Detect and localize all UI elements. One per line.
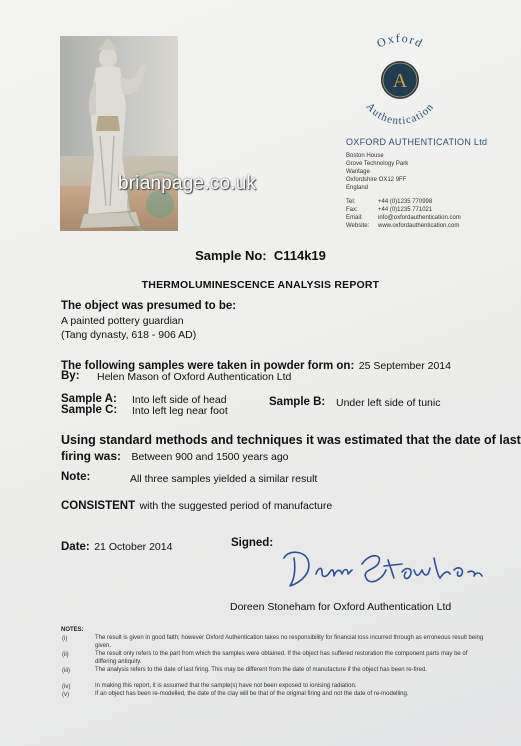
contact-label: Fax: (346, 207, 358, 213)
note-number: (iv) (62, 684, 71, 690)
conclusion-keyword: CONSISTENT (61, 500, 136, 512)
svg-text:Authentication (363, 101, 436, 127)
note-text: If an object has been re-modelled, the date of the clay will be that of the original firing and not the date of re-modelling. (95, 691, 409, 697)
estimate-result-value: Between 900 and 1500 years ago (131, 451, 289, 463)
logo-top-text: Oxford (374, 30, 426, 51)
date-label: Date: (61, 541, 90, 553)
samples-taken-date: 25 September 2014 (358, 360, 451, 372)
note-text: The analysis refers to the date of last firing. This may be different from the date of manufacture if the object has been re-fired. (95, 667, 427, 673)
sample-c-label: Sample C: (61, 404, 118, 416)
photo-stamp-icon (60, 36, 178, 231)
by-value: Helen Mason of Oxford Authentication Ltd (97, 371, 292, 383)
object-photo (60, 36, 178, 231)
watermark-text: brianpage.co.uk (118, 173, 257, 194)
address-line: Wantage (346, 169, 370, 175)
conclusion-line (61, 496, 332, 514)
note-value: All three samples yielded a similar result (130, 473, 318, 485)
estimate-result-label: firing was: (61, 449, 122, 463)
note-number: (iii) (62, 668, 70, 674)
estimate-text: Using standard methods and techniques it was estimated that the date of last (61, 433, 521, 447)
oxford-authentication-logo (350, 30, 450, 130)
note-number: (ii) (62, 652, 69, 658)
logo-bottom-text: Authentication (363, 100, 437, 128)
report-title: THERMOLUMINESCENCE ANALYSIS REPORT (141, 279, 380, 291)
contact-label: Email: (346, 215, 363, 221)
object-period: (Tang dynasty, 618 - 906 AD) (61, 329, 197, 341)
conclusion-text: with the suggested period of manufacture (139, 500, 333, 512)
contact-value: +44 (0)1235 770998 (378, 199, 433, 205)
sample-a-label: Sample A: (61, 393, 117, 405)
address-line: Oxfordshire OX12 9FF (346, 177, 407, 183)
contact-value: info@oxfordauthentication.com (378, 215, 461, 221)
estimate-result-line (61, 447, 289, 465)
address-line: Boston House (346, 153, 384, 159)
handwritten-signature (278, 540, 490, 592)
address-line: England (346, 185, 369, 191)
company-name: OXFORD AUTHENTICATION Ltd (346, 137, 488, 147)
sample-a-value: Into left side of head (132, 394, 227, 406)
note-text: In making this report, it is assumed that the sample(s) have not been exposed to ionising radiation. (95, 683, 357, 689)
date-line (61, 537, 172, 555)
sample-number (0, 248, 521, 263)
note-label: Note: (61, 471, 91, 483)
sample-number-label: Sample No: (195, 248, 267, 263)
samples-taken-label: The following samples were taken in powder form on: (61, 360, 355, 372)
contact-value: www.oxfordauthentication.com (378, 223, 460, 229)
notes-heading: NOTES: (61, 627, 84, 633)
note-number: (i) (62, 636, 68, 642)
contact-value: +44 (0)1235 771021 (378, 207, 433, 213)
signed-label: Signed: (231, 537, 274, 549)
signatory-name: Doreen Stoneham for Oxford Authentication Ltd (230, 601, 452, 613)
object-label: The object was presumed to be: (61, 300, 237, 312)
address-line: Grove Technology Park (346, 161, 409, 167)
note-number: (v) (62, 692, 69, 698)
object-description: A painted pottery guardian (61, 315, 184, 327)
contact-label: Website: (346, 223, 370, 229)
date-value: 21 October 2014 (94, 541, 173, 553)
sample-c-value: Into left leg near foot (132, 405, 228, 417)
logo-monogram: A (392, 70, 408, 92)
sample-b-label: Sample B: (269, 396, 326, 408)
contact-label: Tel: (346, 199, 356, 205)
note-text: The result is given in good faith; however Oxford Authentication takes no responsibility for financial loss incurred through as erroneous result being given. (95, 635, 484, 649)
svg-text:Oxford (374, 31, 425, 51)
sample-number-value: C114k19 (273, 248, 326, 263)
note-text: The result only refers to the part from which the samples were obtained. If the object has suffered restoration the component parts may be of differing antiquity. (95, 651, 468, 665)
by-label: By: (61, 370, 80, 382)
sample-b-value: Under left side of tunic (336, 397, 441, 409)
